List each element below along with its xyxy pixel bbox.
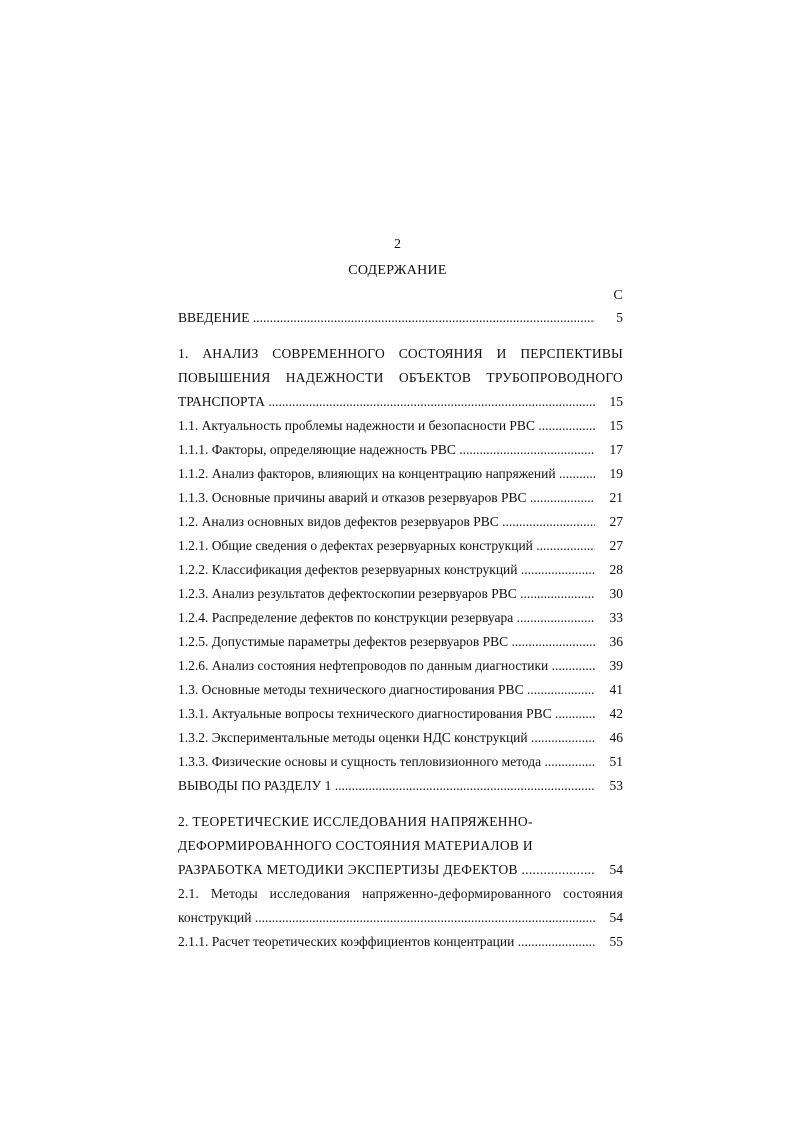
toc-entry[interactable] <box>178 510 623 534</box>
toc-entry-page: 46 <box>609 730 623 745</box>
toc-entry-section-1[interactable] <box>178 342 623 414</box>
toc-entry[interactable] <box>178 930 623 954</box>
toc-entry-text: 1.3.1. Актуальные вопросы технического диагностирования РВС ..... <box>178 702 595 726</box>
toc-entry[interactable] <box>178 726 623 750</box>
toc-entry-page: 27 <box>609 514 623 529</box>
toc-entry-text: 1.1.2. Анализ факторов, влияющих на концентрацию напряжений ..... <box>178 462 595 486</box>
page-number: 2 <box>394 237 401 252</box>
toc-entry-text: РАЗРАБОТКА МЕТОДИКИ ЭКСПЕРТИЗЫ ДЕФЕКТОВ ..... <box>178 858 595 882</box>
toc-entry-text: 1.2.4. Распределение дефектов по конструкции резервуара ..... <box>178 606 595 630</box>
toc-entry-page: 30 <box>609 586 623 601</box>
toc-entry[interactable] <box>178 582 623 606</box>
toc-entry[interactable] <box>178 438 623 462</box>
table-of-contents <box>178 306 623 954</box>
toc-entry-text: 1.2.5. Допустимые параметры дефектов резервуаров РВС ..... <box>178 630 595 654</box>
toc-entry-text: 1.3. Основные методы технического диагностирования РВС ..... <box>178 678 595 702</box>
toc-entry-text: 1.1. Актуальность проблемы надежности и безопасности РВС ..... <box>178 414 595 438</box>
toc-entry-conclusions-1[interactable] <box>178 774 623 798</box>
toc-entry-page: 39 <box>609 658 623 673</box>
toc-entry-page: 51 <box>609 754 623 769</box>
toc-title: СОДЕРЖАНИЕ <box>348 263 447 278</box>
toc-entry-page: 41 <box>609 682 623 697</box>
toc-entry-text: 1.2.3. Анализ результатов дефектоскопии резервуаров РВС ..... <box>178 582 595 606</box>
toc-entry[interactable] <box>178 462 623 486</box>
toc-entry-text-line: 1. АНАЛИЗ СОВРЕМЕННОГО СОСТОЯНИЯ И ПЕРСПЕКТИВЫ <box>178 346 623 361</box>
toc-entry[interactable] <box>178 678 623 702</box>
toc-entry-text: 1.1.3. Основные причины аварий и отказов резервуаров РВС ..... <box>178 486 595 510</box>
toc-entry-section-2[interactable] <box>178 810 623 882</box>
toc-entry[interactable] <box>178 414 623 438</box>
toc-entry-page: 36 <box>609 634 623 649</box>
toc-entry-text: ВЫВОДЫ ПО РАЗДЕЛУ 1 ..... <box>178 774 595 798</box>
toc-entry-page: 53 <box>609 778 623 793</box>
toc-entry-page: 42 <box>609 706 623 721</box>
toc-entry-text: 1.2. Анализ основных видов дефектов резервуаров РВС ..... <box>178 510 595 534</box>
toc-entry-introduction[interactable] <box>178 306 623 330</box>
toc-entry-page: 21 <box>609 490 623 505</box>
toc-entry-text-line: ДЕФОРМИРОВАННОГО СОСТОЯНИЯ МАТЕРИАЛОВ И <box>178 838 533 853</box>
toc-entry-page: 27 <box>609 538 623 553</box>
toc-entry-text: 1.2.2. Классификация дефектов резервуарных конструкций ..... <box>178 558 595 582</box>
toc-entry-text: 1.1.1. Факторы, определяющие надежность РВС ..... <box>178 438 595 462</box>
toc-entry-page: 17 <box>609 442 623 457</box>
toc-entry-page: 15 <box>609 418 623 433</box>
toc-entry[interactable] <box>178 486 623 510</box>
toc-entry-text-line: ПОВЫШЕНИЯ НАДЕЖНОСТИ ОБЪЕКТОВ ТРУБОПРОВОДНОГО <box>178 370 623 385</box>
toc-entry[interactable] <box>178 702 623 726</box>
toc-entry-page: 54 <box>609 862 623 877</box>
toc-entry[interactable] <box>178 630 623 654</box>
toc-entry-page: 15 <box>609 394 623 409</box>
toc-entry-text: 1.3.2. Экспериментальные методы оценки НДС конструкций ..... <box>178 726 595 750</box>
toc-entry-text: 2.1.1. Расчет теоретических коэффициентов концентрации ..... <box>178 930 595 954</box>
toc-entry[interactable] <box>178 654 623 678</box>
toc-entry-text: 1.3.3. Физические основы и сущность тепловизионного метода ..... <box>178 750 595 774</box>
toc-entry-text-line: 2.1. Методы исследования напряженно-деформированного состояния <box>178 886 623 901</box>
toc-entry-page: 55 <box>609 934 623 949</box>
toc-entry-text-line: 2. ТЕОРЕТИЧЕСКИЕ ИССЛЕДОВАНИЯ НАПРЯЖЕННО- <box>178 814 533 829</box>
toc-entry-page: 19 <box>609 466 623 481</box>
toc-entry-2-1[interactable] <box>178 882 623 930</box>
toc-entry[interactable] <box>178 750 623 774</box>
toc-entry[interactable] <box>178 558 623 582</box>
toc-entry[interactable] <box>178 534 623 558</box>
toc-entry-page: 54 <box>609 910 623 925</box>
toc-entry-text: конструкций ..... <box>178 906 595 930</box>
toc-entry-text: 1.2.1. Общие сведения о дефектах резервуарных конструкций ..... <box>178 534 595 558</box>
toc-entry-text: ВВЕДЕНИЕ ..... <box>178 306 595 330</box>
toc-entry-text: 1.2.6. Анализ состояния нефтепроводов по данным диагностики ..... <box>178 654 595 678</box>
toc-entry[interactable] <box>178 606 623 630</box>
toc-entry-page: 5 <box>616 310 623 325</box>
toc-entry-text: ТРАНСПОРТА ..... <box>178 390 595 414</box>
page-column-header: С <box>613 288 623 303</box>
toc-entry-page: 33 <box>609 610 623 625</box>
toc-entry-page: 28 <box>609 562 623 577</box>
